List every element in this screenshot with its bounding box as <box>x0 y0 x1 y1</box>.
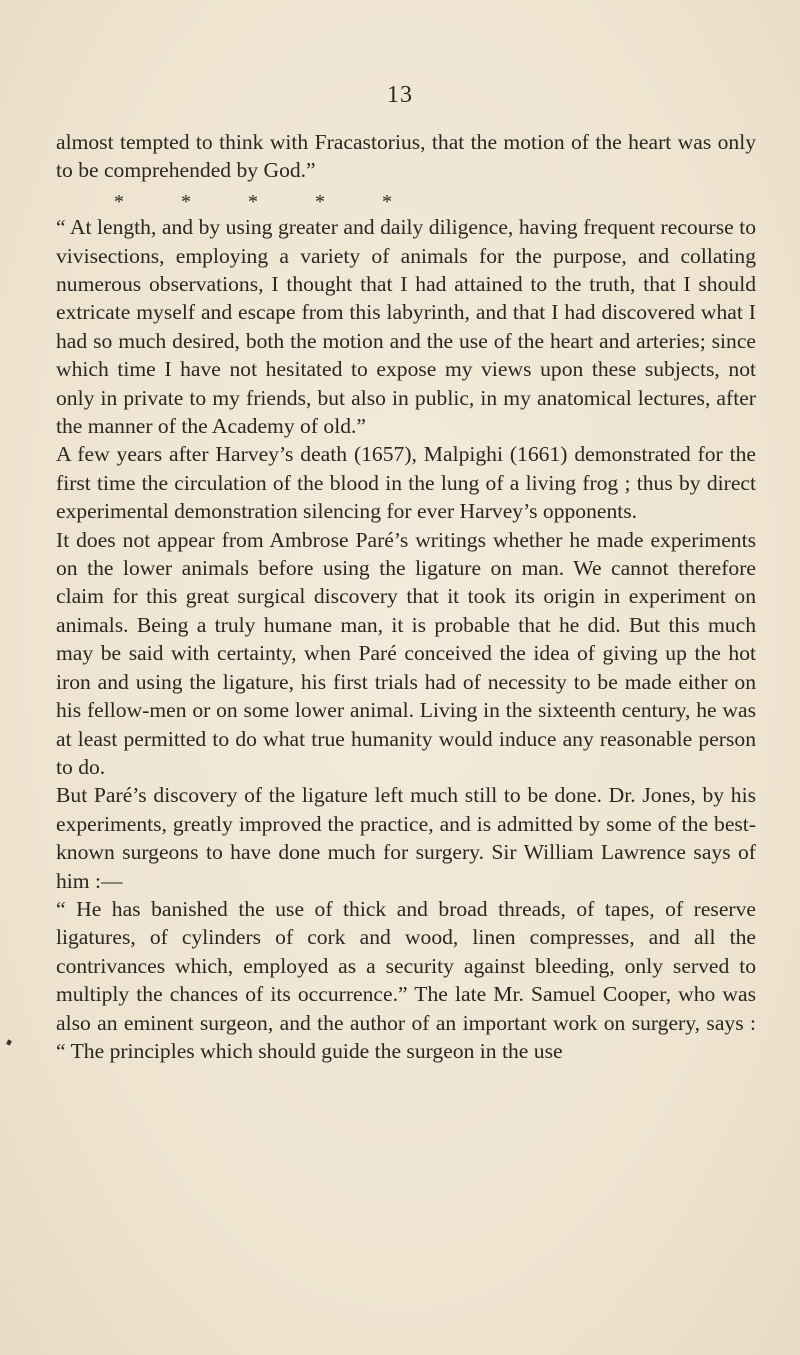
paragraph-lawrence-quote: “ He has banished the use of thick and broad threads, of tapes, of reserve ligatures, of cylinders of cork and wood, linen compresses, and all the contrivances which, employed as a security against bleeding, only served to multiply the chances of its occurrence.” The late Mr. Samuel Cooper, who was also an eminent surgeon, and the author of an important work on surgery, says : “ The principles which should guide the surgeon in the use <box>56 896 756 1063</box>
page-number: 13 <box>387 82 413 108</box>
margin-ink-mark <box>6 1039 12 1045</box>
paragraph-jones: But Paré’s discovery of the ligature left much still to be done. Dr. Jones, by his experiments, greatly improved the practice, and is admitted by some of the best-known surgeons to have done much for surgery. Sir William Lawrence says of him :— <box>56 783 756 893</box>
paragraph-continued: almost tempted to think with Fracastorius, that the motion of the heart was only to be comprehended by God.” <box>56 130 756 183</box>
section-separator-stars: * * * * * <box>114 190 392 213</box>
body-text <box>56 128 756 1065</box>
paragraph-malpighi: A few years after Harvey’s death (1657), Malpighi (1661) demonstrated for the first time the circulation of the blood in the lung of a living frog ; thus by direct experimental demonstration silencing for ever Harvey’s opponents. <box>56 442 756 524</box>
paragraph-quote-harvey: “ At length, and by using greater and daily diligence, having frequent recourse to vivisections, employing a variety of animals for the purpose, and collating numerous observations, I thought that I had attained to the truth, that I should extricate myself and escape from this labyrinth, and that I had discovered what I had so much desired, both the motion and the use of the heart and arteries; since which time I have not hesitated to expose my views upon these subjects, not only in private to my friends, but also in public, in my anatomical lectures, after the manner of the Academy of old.” <box>56 215 756 439</box>
paragraph-pare: It does not appear from Ambrose Paré’s writings whether he made experiments on the lower animals before using the ligature on man. We cannot therefore claim for this great surgical discovery that it took its origin in experiment on animals. Being a truly humane man, it is probable that he did. But this much may be said with certainty, when Paré conceived the idea of giving up the hot iron and using the ligature, his first trials had of necessity to be made either on his fellow-men or on some lower animal. Living in the sixteenth century, he was at least permitted to do what true humanity would induce any reasonable person to do. <box>56 527 756 779</box>
